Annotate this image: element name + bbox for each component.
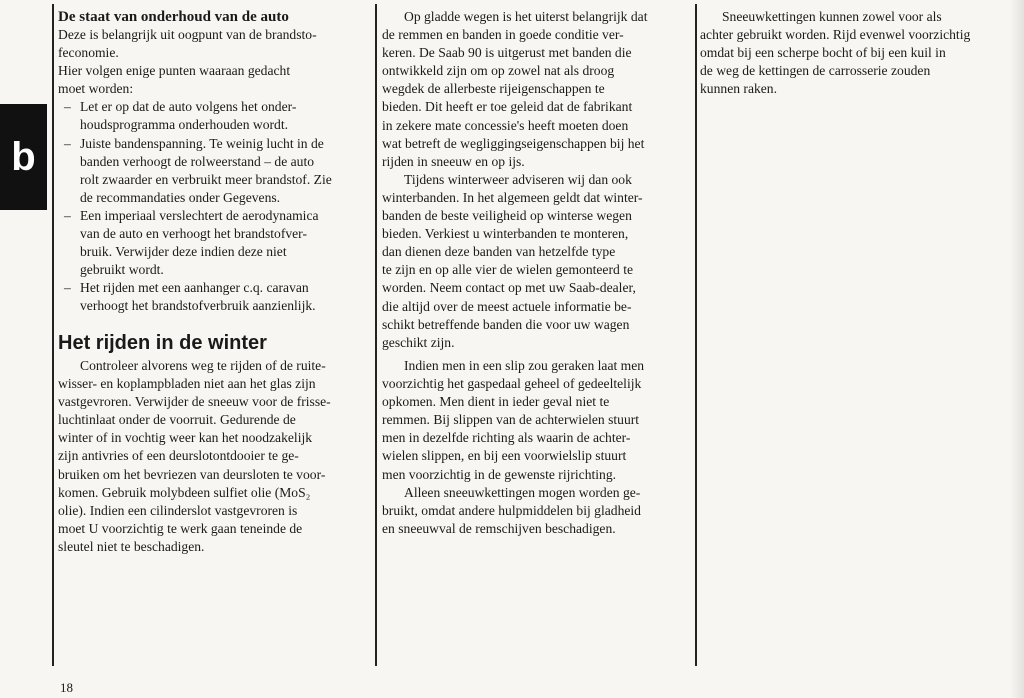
skid-text <box>382 357 644 538</box>
text-line: in zekere mate concessie's heeft moeten doen <box>382 117 629 133</box>
section-tab: b <box>0 104 47 210</box>
heading-winter-driving: Het rijden in de winter <box>58 332 267 354</box>
text-line: komen. Gebruik molybdeen sulfiet olie (MoS₂ <box>58 484 311 500</box>
text-line: feconomie. <box>58 45 119 61</box>
text-line: Indien men in een slip zou geraken laat men <box>404 358 645 373</box>
bullet-line: – Let er op dat de auto volgens het onder- <box>58 98 332 116</box>
text-line: zijn antivries of een deurslotontdooier te ge- <box>58 448 299 464</box>
text-line: remmen. Bij slippen van de achterwielen stuurt <box>382 412 640 428</box>
bullet-line: – Het rijden met een aanhanger c.q. caravan <box>58 279 332 297</box>
column-rule <box>52 4 54 666</box>
text-line: dan dienen deze banden van hetzelfde type <box>382 244 616 260</box>
text-line: bruikt, omdat andere hulpmiddelen bij gladheid <box>382 502 641 518</box>
text-line: men in dezelfde richting als waarin de achter- <box>382 430 631 446</box>
bullet-line: – Juiste bandenspanning. Te weinig lucht in de <box>58 135 332 153</box>
text-line: Sneeuwkettingen kunnen zowel voor als <box>722 9 942 24</box>
text-line: bruik. Verwijder deze indien deze niet <box>80 244 287 260</box>
text-line: schikt betreffende banden die voor uw wagen <box>382 316 630 332</box>
text-line: verhoogt het brandstofverbruik aanzienlijk. <box>80 298 316 314</box>
text-line: vastgevroren. Verwijder de sneeuw voor de frisse- <box>58 394 331 410</box>
text-line: rolt zwaarder en verbruikt meer brandstof. Zie <box>80 171 332 187</box>
text-line: bieden. Verkiest u winterbanden te monteren, <box>382 226 629 242</box>
text-line: de recommandaties onder Gegevens. <box>80 189 281 205</box>
text-line: luchtinlaat onder de voorruit. Gedurende de <box>58 412 296 428</box>
text-line: Hier volgen enige punten waaraan gedacht <box>58 63 291 79</box>
text-line: de weg de kettingen de carrosserie zouden <box>700 63 931 79</box>
text-line: wegdek de allerbeste rijeigenschappen te <box>382 81 605 97</box>
text-line: keren. De Saab 90 is uitgerust met banden die <box>382 45 632 61</box>
text-line: en sneeuwval de remschijven beschadigen. <box>382 520 616 536</box>
text-line: die altijd over de meest actuele informatie be- <box>382 298 632 314</box>
column-rule <box>695 4 697 666</box>
text-line: van de auto en verhoogt het brandstofver- <box>80 226 307 242</box>
slippery-roads-text <box>382 8 648 352</box>
text-line: moet U voorzichtig te werk gaan teneinde de <box>58 520 303 536</box>
text-line: geschikt zijn. <box>382 334 455 350</box>
text-line: Op gladde wegen is het uiterst belangrijk dat <box>404 9 648 24</box>
text-line: houdsprogramma onderhouden wordt. <box>80 117 289 133</box>
text-line: moet worden: <box>58 81 134 97</box>
text-line: achter gebruikt worden. Rijd evenwel voorzichtig <box>700 27 971 43</box>
text-line: Deze is belangrijk uit oogpunt van de brandsto- <box>58 27 317 42</box>
text-line: wat betreft de wegliggingseigenschappen bij het <box>382 135 645 151</box>
text-line: bieden. Dit heeft er toe geleid dat de fabrikant <box>382 99 633 115</box>
text-line: winter of in vochtig weer kan het noodzakelijk <box>58 430 313 446</box>
page-number: 18 <box>60 680 73 695</box>
text-line: voorzichtig het gaspedaal geheel of gedeeltelijk <box>382 376 642 392</box>
text-line: winterbanden. In het algemeen geldt dat winter- <box>382 189 643 205</box>
page-edge-shadow <box>1010 0 1024 698</box>
heading-maintenance: De staat van onderhoud van de auto <box>58 9 289 25</box>
text-line: kunnen raken. <box>700 81 778 97</box>
snow-chains-text <box>700 8 970 98</box>
maintenance-text <box>58 26 332 316</box>
text-line: omdat bij een scherpe bocht of bij een kuil in <box>700 45 946 61</box>
text-line: gebruikt wordt. <box>80 262 164 278</box>
text-line: olie). Indien een cilinderslot vastgevroren is <box>58 502 298 518</box>
text-line: wisser- en koplampbladen niet aan het glas zijn <box>58 376 316 392</box>
winter-intro-text <box>58 357 331 556</box>
text-line: worden. Neem contact op met uw Saab-dealer, <box>382 280 636 296</box>
text-line: banden de beste veiligheid op winterse wegen <box>382 208 632 224</box>
text-line: wielen slippen, en bij een voorwielslip stuurt <box>382 448 627 464</box>
text-line: de remmen en banden in goede conditie ver- <box>382 27 624 43</box>
text-line: te zijn en op alle vier de wielen gemonteerd te <box>382 262 633 278</box>
column-rule <box>375 4 377 666</box>
text-line: sleutel niet te beschadigen. <box>58 538 205 554</box>
text-line: bruiken om het bevriezen van deursloten te voor- <box>58 466 326 482</box>
text-line: banden verhoogt de rolweerstand – de auto <box>80 153 315 169</box>
text-line: Alleen sneeuwkettingen mogen worden ge- <box>404 484 641 500</box>
bullet-line: – Een imperiaal verslechtert de aerodynamica <box>58 207 332 225</box>
text-line: Tijdens winterweer adviseren wij dan ook <box>404 171 632 187</box>
text-line: Controleer alvorens weg te rijden of de ruite- <box>80 358 326 373</box>
text-line: ontwikkeld zijn om op zowel nat als droog <box>382 63 615 79</box>
text-line: rijden in sneeuw en op ijs. <box>382 153 525 169</box>
text-line: opkomen. Men dient in ieder geval niet te <box>382 394 610 410</box>
text-line: men voorzichtig in de gewenste rijrichting. <box>382 466 617 482</box>
